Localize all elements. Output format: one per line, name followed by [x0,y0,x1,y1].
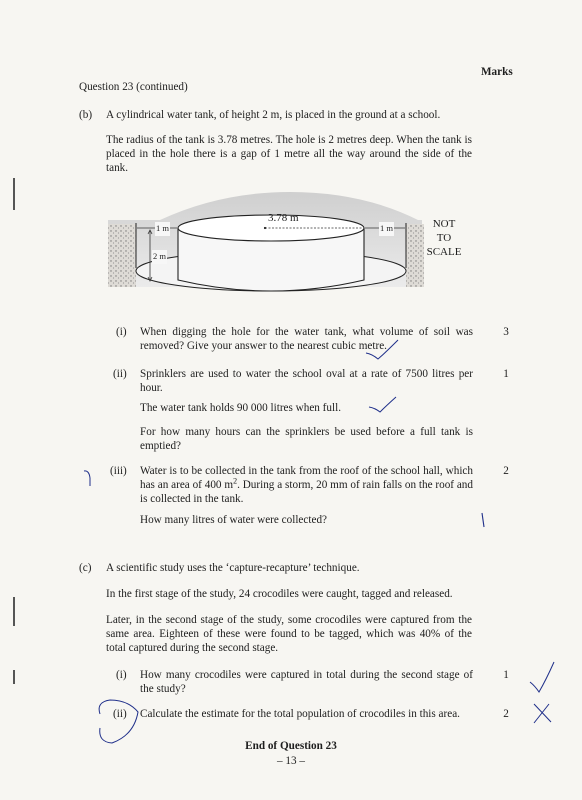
b-ii-text-2: The water tank holds 90 000 litres when full. [140,402,342,414]
b-i-marks: 3 [503,326,509,338]
b-ii-text-3: For how many hours can the sprinklers be used before a full tank is emptied? [140,426,473,452]
b-i-text: When digging the hole for the water tank, what volume of soil was removed? Give your answer to the nearest cubic metre. [140,326,473,352]
scale-note-line-1: NOT [432,218,456,230]
tick-mark-icon [369,397,396,412]
b-ii-text: Sprinklers are used to water the school oval at a rate of 7500 litres per hour. [140,368,473,394]
gap-left-label: 1 m [155,222,170,236]
question-title: Question 23 (continued) [79,81,188,93]
part-b-label: (b) [79,109,93,121]
c-ii-marks: 2 [503,708,509,720]
marks-heading: Marks [481,66,513,78]
b-i-label: (i) [116,326,127,338]
part-b-intro: A cylindrical water tank, of height 2 m, is placed in the ground at a school. [106,109,441,121]
b-iii-label: (iii) [110,465,127,477]
c-i-marks: 1 [503,669,509,681]
part-c-stage2: Later, in the second stage of the study, some crocodiles were captured from the same area. Eighteen of these were found to be tagged, which was 40% of the total captured during the second stage. [106,614,472,654]
c-i-label: (i) [116,669,127,681]
b-iii-text-2: How many litres of water were collected? [140,514,327,526]
depth-label: 2 m [152,250,167,264]
score-one-mark [482,513,484,527]
b-ii-label: (ii) [113,368,127,380]
circled-annotation [99,700,138,743]
c-ii-label: (ii) [113,708,127,720]
b-iii-text-a: Water is to be collected in the tank from the roof of the school hall, which has an area of 400 m [140,465,473,491]
part-c-stage1: In the first stage of the study, 24 crocodiles were caught, tagged and released. [106,588,453,600]
c-i-text: How many crocodiles were captured in total during the second stage of the study? [140,669,473,695]
part-c-intro: A scientific study uses the ‘capture-recapture’ technique. [106,562,360,574]
c-ii-text: Calculate the estimate for the total population of crocodiles in this area. [140,708,460,720]
cross-mark-icon [534,704,551,723]
tick-mark-icon [530,662,554,692]
score-one-mark [84,471,90,486]
b-iii-text-b: . During a storm, 20 mm of rain falls on the roof and is collected in the tank. [140,478,473,505]
end-of-question: End of Question 23 [245,740,337,752]
b-iii-marks: 2 [503,465,509,477]
scale-note-line-3: SCALE [426,246,462,258]
gap-right-label: 1 m [379,222,394,236]
b-ii-marks: 1 [503,368,509,380]
scale-note-line-2: TO [436,232,452,244]
part-b-description: The radius of the tank is 3.78 metres. The hole is 2 metres deep. When the tank is placed in the hole there is a gap of 1 metre all the way around the side of the tank. [106,134,472,174]
radius-label: 3.78 m [268,212,299,224]
part-c-label: (c) [79,562,92,574]
page-number: – 13 – [277,755,305,767]
b-iii-superscript: 2 [233,476,238,486]
tick-mark-icon [366,340,398,359]
